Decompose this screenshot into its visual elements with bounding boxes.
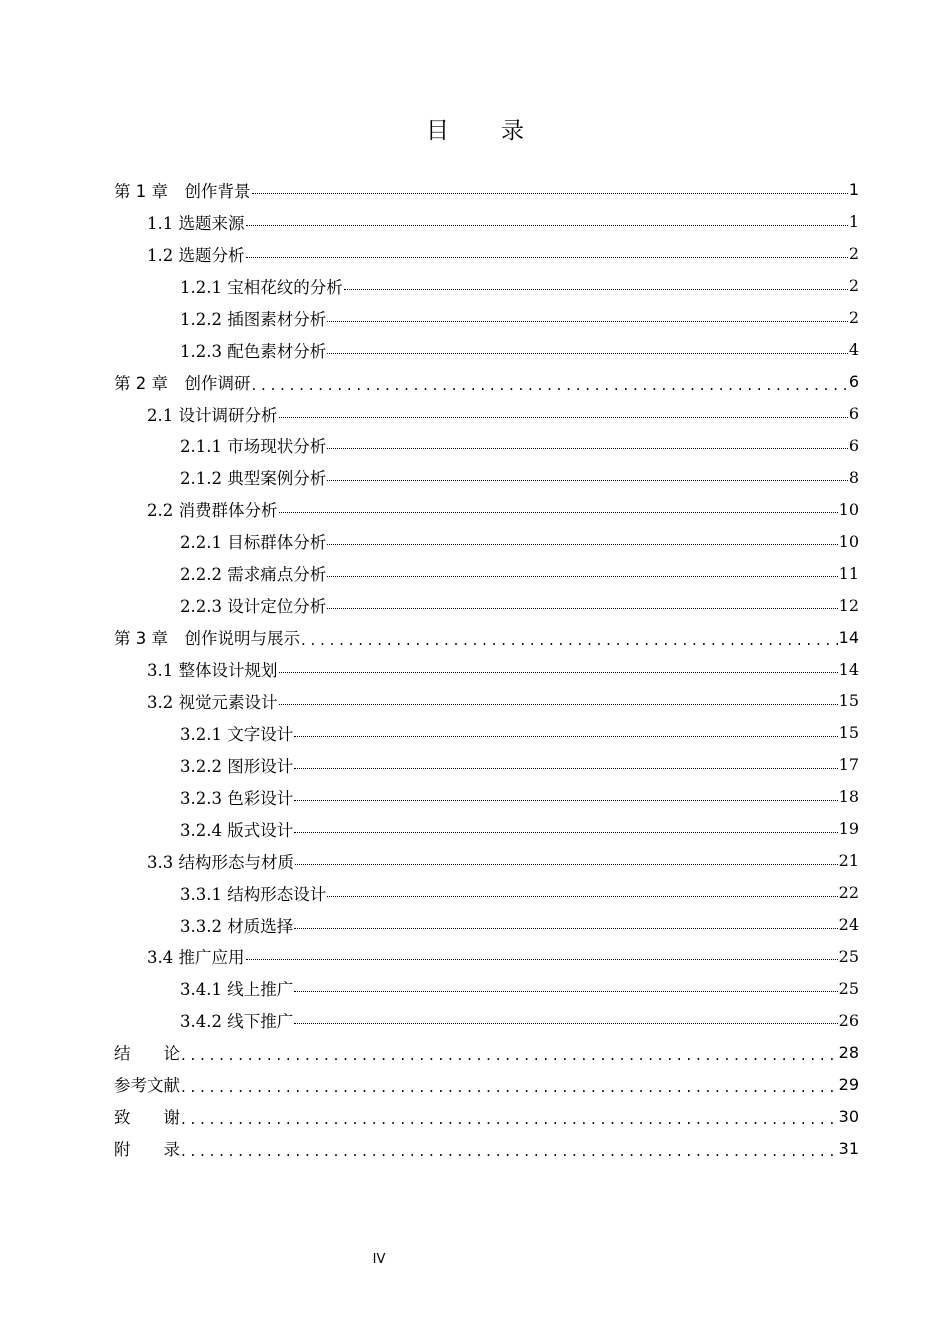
toc-leader-dots — [327, 353, 848, 354]
toc-entry[interactable] — [0, 781, 950, 813]
toc-entry-page: 2 — [848, 308, 859, 328]
toc-entry[interactable] — [0, 877, 950, 909]
toc-leader-dots — [294, 991, 837, 992]
toc-entry-page: 19 — [838, 819, 859, 839]
toc-entry-page: 28 — [838, 1042, 859, 1062]
toc-entry[interactable] — [0, 749, 950, 781]
toc-entry[interactable] — [0, 430, 950, 462]
toc-entry[interactable] — [0, 461, 950, 493]
page-number: IV — [372, 1252, 386, 1267]
toc-title-char-2: 录 — [501, 118, 524, 144]
toc-title-char-1: 目 — [426, 118, 449, 144]
toc-entry-label: 2.2.2 需求痛点分析 — [180, 565, 327, 585]
toc-entry-label: 参考文献 — [114, 1076, 180, 1096]
toc-entry-page: 1 — [848, 180, 859, 200]
toc-entry[interactable] — [0, 589, 950, 621]
toc-entry[interactable] — [0, 302, 950, 334]
toc-entry[interactable] — [0, 685, 950, 717]
toc-entry-page: 21 — [838, 851, 859, 871]
toc-entry-page: 26 — [838, 1010, 859, 1030]
toc-leader-dots — [246, 257, 848, 258]
toc-entry-page: 18 — [838, 787, 859, 807]
toc-entry[interactable] — [0, 717, 950, 749]
toc-entry-page: 1 — [848, 212, 859, 232]
toc-entry-page: 8 — [848, 467, 859, 487]
toc-entry[interactable] — [0, 493, 950, 525]
toc-entry[interactable] — [0, 270, 950, 302]
toc-entry-page: 25 — [838, 978, 859, 998]
toc-leader-dots — [294, 736, 837, 737]
toc-entry-page: 31 — [838, 1138, 859, 1158]
toc-leader-dots — [327, 321, 848, 322]
toc-entry-label: 3.4.1 线上推广 — [180, 980, 294, 1000]
toc-leader-dots — [294, 800, 837, 801]
toc-entry-page: 15 — [838, 723, 859, 743]
toc-leader-dots — [294, 928, 837, 929]
toc-entry-page: 4 — [848, 340, 859, 360]
toc-entry-page: 6 — [848, 435, 859, 455]
toc-entry[interactable] — [0, 366, 950, 398]
toc-entry-label: 3.3 结构形态与材质 — [147, 852, 294, 872]
toc-leader-dots — [327, 896, 837, 897]
toc-entry[interactable] — [0, 238, 950, 270]
toc-leader-dots — [327, 448, 848, 449]
toc-entry-label: 第 2 章 创作调研 — [114, 373, 251, 393]
toc-entry[interactable] — [0, 909, 950, 941]
table-of-contents — [0, 174, 950, 1164]
toc-entry-label: 3.3.1 结构形态设计 — [180, 884, 327, 904]
toc-entry[interactable] — [0, 941, 950, 973]
toc-entry-page: 30 — [838, 1106, 859, 1126]
toc-entry-page: 6 — [848, 404, 859, 424]
toc-entry-page: 17 — [838, 755, 859, 775]
toc-leader-dots — [327, 608, 837, 609]
toc-leader-dots — [294, 1023, 837, 1024]
toc-entry[interactable] — [0, 845, 950, 877]
toc-entry-page: 14 — [838, 659, 859, 679]
toc-entry-label: 3.4 推广应用 — [147, 948, 245, 968]
toc-leader-dots — [294, 768, 837, 769]
toc-entry[interactable] — [0, 653, 950, 685]
toc-entry-label: 2.2.1 目标群体分析 — [180, 533, 327, 553]
toc-entry-label: 3.2.2 图形设计 — [180, 756, 294, 776]
toc-title — [0, 112, 950, 145]
toc-entry-page: 10 — [838, 499, 859, 519]
toc-entry[interactable] — [0, 334, 950, 366]
toc-entry-page: 22 — [838, 883, 859, 903]
toc-leader-dots — [294, 832, 837, 833]
toc-entry[interactable] — [0, 813, 950, 845]
toc-entry-label: 1.2.1 宝相花纹的分析 — [180, 277, 343, 297]
toc-entry-page: 11 — [838, 563, 859, 583]
toc-entry-label: 2.1.2 典型案例分析 — [180, 469, 327, 489]
toc-entry-label: 3.2.3 色彩设计 — [180, 788, 294, 808]
toc-entry-label: 3.3.2 材质选择 — [180, 916, 294, 936]
toc-leader-dots — [327, 544, 837, 545]
toc-leader-dots — [181, 1049, 838, 1063]
toc-leader-dots — [279, 672, 838, 673]
toc-entry[interactable] — [0, 525, 950, 557]
toc-entry-label: 1.2.3 配色素材分析 — [180, 341, 327, 361]
toc-entry-page: 2 — [848, 244, 859, 264]
toc-leader-dots — [252, 193, 848, 194]
toc-entry-label: 3.4.2 线下推广 — [180, 1012, 294, 1032]
toc-leader-dots — [181, 1145, 838, 1159]
toc-entry[interactable] — [0, 1132, 950, 1164]
toc-entry-page: 24 — [838, 915, 859, 935]
toc-entry-label: 2.1.1 市场现状分析 — [180, 437, 327, 457]
toc-entry-label: 3.2.1 文字设计 — [180, 724, 294, 744]
toc-entry-page: 14 — [838, 627, 859, 647]
toc-leader-dots — [301, 634, 838, 648]
toc-leader-dots — [327, 480, 848, 481]
toc-entry-label: 2.1 设计调研分析 — [147, 405, 278, 425]
toc-leader-dots — [246, 225, 848, 226]
toc-leader-dots — [279, 417, 848, 418]
toc-entry[interactable] — [0, 972, 950, 1004]
toc-entry[interactable] — [0, 1068, 950, 1100]
toc-entry-label: 3.1 整体设计规划 — [147, 661, 278, 681]
toc-entry[interactable] — [0, 174, 950, 206]
toc-entry-label: 1.2.2 插图素材分析 — [180, 309, 327, 329]
toc-entry-page: 15 — [838, 691, 859, 711]
toc-entry[interactable] — [0, 398, 950, 430]
toc-leader-dots — [181, 1113, 838, 1127]
toc-entry[interactable] — [0, 621, 950, 653]
toc-entry-label: 2.2 消费群体分析 — [147, 501, 278, 521]
toc-entry-label: 3.2.4 版式设计 — [180, 820, 294, 840]
toc-leader-dots — [344, 289, 848, 290]
toc-leader-dots — [279, 512, 838, 513]
toc-leader-dots — [279, 704, 838, 705]
toc-leader-dots — [252, 379, 848, 393]
toc-entry-label: 1.2 选题分析 — [147, 245, 245, 265]
toc-entry-label: 2.2.3 设计定位分析 — [180, 597, 327, 617]
toc-entry-page: 29 — [838, 1074, 859, 1094]
toc-leader-dots — [246, 959, 838, 960]
toc-entry-label: 第 3 章 创作说明与展示 — [114, 629, 300, 649]
toc-entry-label: 附 录 — [114, 1140, 180, 1160]
toc-entry-page: 2 — [848, 276, 859, 296]
toc-leader-dots — [181, 1081, 838, 1095]
toc-entry[interactable] — [0, 557, 950, 589]
toc-entry-page: 10 — [838, 531, 859, 551]
toc-entry[interactable] — [0, 1036, 950, 1068]
toc-entry-page: 12 — [838, 595, 859, 615]
toc-entry[interactable] — [0, 1100, 950, 1132]
toc-entry-page: 25 — [838, 946, 859, 966]
toc-entry-label: 致 谢 — [114, 1108, 180, 1128]
toc-entry[interactable] — [0, 206, 950, 238]
toc-leader-dots — [295, 864, 838, 865]
toc-leader-dots — [327, 576, 837, 577]
toc-entry[interactable] — [0, 1004, 950, 1036]
toc-entry-label: 第 1 章 创作背景 — [114, 181, 251, 201]
toc-entry-label: 3.2 视觉元素设计 — [147, 692, 278, 712]
toc-entry-label: 1.1 选题来源 — [147, 213, 245, 233]
toc-entry-page: 6 — [848, 372, 859, 392]
toc-entry-label: 结 论 — [114, 1044, 180, 1064]
